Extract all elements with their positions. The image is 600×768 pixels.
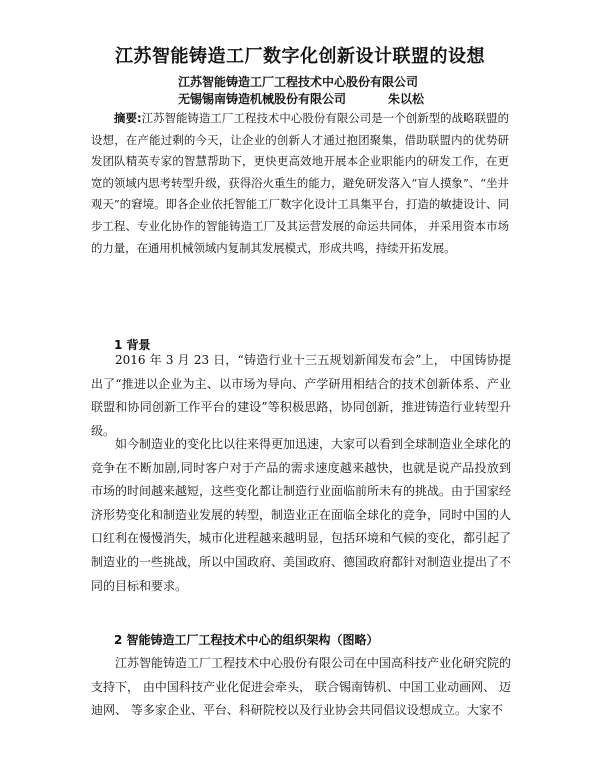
organization-paragraph-1: 江苏智能铸造工厂工程技术中心股份有限公司在中国高科技产业化研究院的支持下， 由中国科技产业化促进会牵头， 联合锡南铸机、中国工业动画网、 迈迪网、 等多家企业、平台、科研院校以及行业协会共同倡议设想成立。大家不: [91, 656, 512, 718]
background-paragraph-2: 如今制造业的变化比以往来得更加迅速，大家可以看到全球制造业全球化的竞争在不断加剧,同时客户对于产品的需求速度越来越快，也就是说产品投放到市场的时间越来越短，这些变化都让制造行业面临前所未有的挑战。由于国家经济形势变化和制造业发展的转型，制造业正在面临全球化的竞争，同时中国的人口红利在慢慢消失，城市化进程越来越明显，包括环境和气候的变化，都引起了制造业的一些挑战，所以中国政府、美国政府、德国政府都针对制造业提出了不同的目标和要求。: [91, 437, 512, 593]
abstract-text: 江苏智能铸造工厂工程技术中心股份有限公司是一个创新型的战略联盟的设想，在产能过剩的今天，让企业的创新人才通过抱团聚集，借助联盟内的优势研发团队精英专家的智慧帮助下，更快更高效地开展本企业职能内的研发工作，在更宽的领域内思考转型升级，获得浴火重生的能力，避免研发落入“盲人摸象”、“坐井观天”的窘境。即各企业依托智能工厂数字化设计工具集平台，打造的敏捷设计、同步工程、专业化协作的智能铸造工厂及其运营发展的命运共同体， 并采用资本市场的力量，在通用机械领域内复制其发展模式，形成共鸣，持续开拓发展。: [91, 111, 509, 255]
document-title: 江苏智能铸造工厂数字化创新设计联盟的设想: [115, 46, 485, 67]
abstract-label: 摘要:: [114, 111, 142, 125]
section-heading-background: 1 背景: [114, 338, 151, 352]
affiliation-2: 无锡锡南铸造机械股份有限公司: [178, 92, 347, 106]
background-paragraph-1: 2016 年 3 月 23 日，“铸造行业十三五规划新闻发布会”上， 中国铸协提出了“推进以企业为主、以市场为导向、产学研用相结合的技术创新体系、产业联盟和协同创新工作平台的建设”等积极思路，协同创新，推进铸造行业转型升级。: [91, 353, 511, 438]
abstract: [91, 108, 509, 259]
section-heading-organization: 2 智能铸造工厂工程技术中心的组织架构（图略）: [114, 633, 379, 647]
affiliation-1: 江苏智能铸造工厂工程技术中心股份有限公司: [178, 75, 419, 89]
author-name: 朱以松: [388, 92, 425, 106]
